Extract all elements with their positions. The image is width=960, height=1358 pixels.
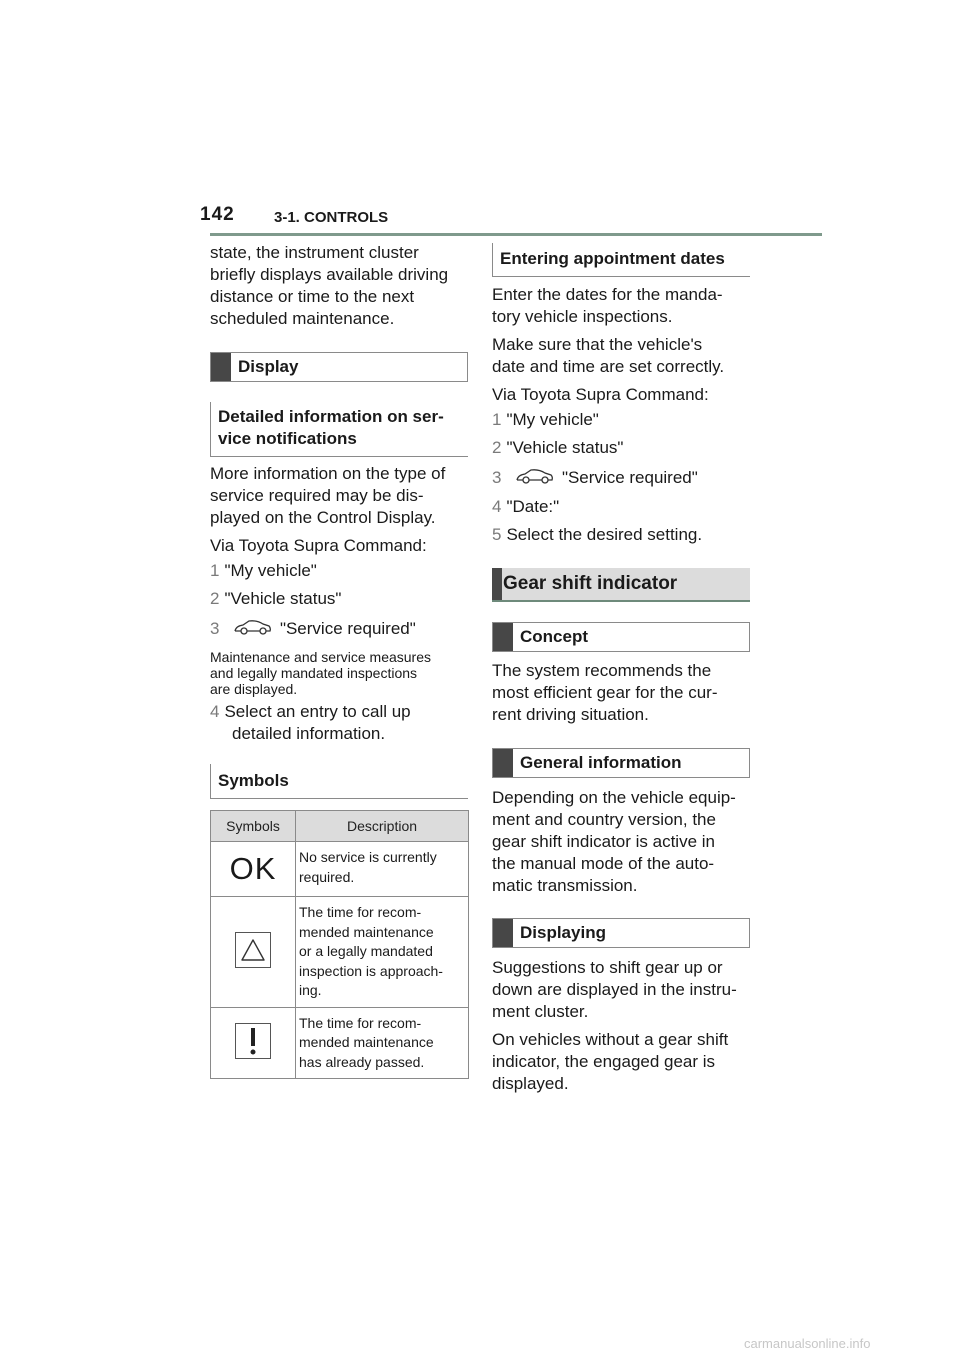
note-paragraph: Maintenance and service measures and legally mandated inspections are displayed.: [210, 649, 432, 697]
watermark: carmanualsonline.info: [744, 1336, 871, 1351]
description-cell: The time for recom- mended maintenance or a legally mandated inspection is approach- ing.: [296, 897, 469, 1008]
chapter-title: 3-1. CONTROLS: [274, 209, 389, 226]
list-item: 3 "Service required": [492, 468, 698, 487]
display-heading: Display: [210, 352, 468, 382]
list-item: 5 Select the desired setting.: [492, 525, 703, 544]
via-command-text: Via Toyota Supra Command:: [210, 536, 427, 555]
list-item: 1 "My vehicle": [210, 561, 317, 580]
general-information-heading: General information: [492, 748, 750, 778]
exclamation-icon: [235, 1023, 271, 1059]
list-item: 4 "Date:": [492, 497, 560, 516]
appointment-paragraph: Enter the dates for the manda- tory vehicle inspections.: [492, 285, 723, 326]
detail-heading: Detailed information on ser- vice notifications: [210, 402, 468, 457]
header-divider: [210, 233, 822, 236]
gear-shift-section-heading: Gear shift indicator: [492, 568, 750, 602]
column-header: Description: [296, 811, 469, 842]
list-item: 2 "Vehicle status": [210, 589, 342, 608]
intro-paragraph: state, the instrument cluster briefly displays available driving distance or time to the next scheduled maintenance.: [210, 243, 449, 328]
concept-paragraph: The system recommends the most efficient gear for the cur- rent driving situation.: [492, 661, 718, 724]
displaying-paragraph-2: On vehicles without a gear shift indicator, the engaged gear is displayed.: [492, 1030, 729, 1093]
datetime-paragraph: Make sure that the vehicle's date and time are set correctly.: [492, 335, 725, 376]
list-item: 4 Select an entry to call up detailed information.: [210, 702, 411, 743]
warning-triangle-icon: [235, 932, 271, 968]
detail-paragraph: More information on the type of service required may be dis- played on the Control Display.: [210, 464, 446, 527]
list-item: 2 "Vehicle status": [492, 438, 624, 457]
table-row: [211, 842, 469, 897]
description-cell: No service is currently required.: [296, 842, 469, 897]
car-service-icon: [515, 468, 555, 486]
displaying-paragraph: Suggestions to shift gear up or down are displayed in the instru- ment cluster.: [492, 958, 737, 1021]
general-information-paragraph: Depending on the vehicle equip- ment and country version, the gear shift indicator is active in the manual mode of the auto- matic transmission.: [492, 788, 736, 895]
via-command-text: Via Toyota Supra Command:: [492, 385, 709, 404]
description-cell: The time for recom- mended maintenance has already passed.: [296, 1007, 469, 1079]
list-item: 3 "Service required": [210, 619, 416, 638]
displaying-heading: Displaying: [492, 918, 750, 948]
appointment-heading: Entering appointment dates: [492, 243, 750, 277]
table-row: [211, 897, 469, 1008]
ok-icon: OK: [229, 851, 277, 887]
table-row: [211, 1007, 469, 1079]
car-service-icon: [233, 619, 273, 637]
concept-heading: Concept: [492, 622, 750, 652]
list-item: 1 "My vehicle": [492, 410, 599, 429]
column-header: Symbols: [211, 811, 296, 842]
page-number: 142: [200, 204, 235, 225]
symbols-table: [210, 810, 469, 1079]
symbols-heading: Symbols: [210, 764, 468, 799]
table-header-row: [211, 811, 469, 842]
